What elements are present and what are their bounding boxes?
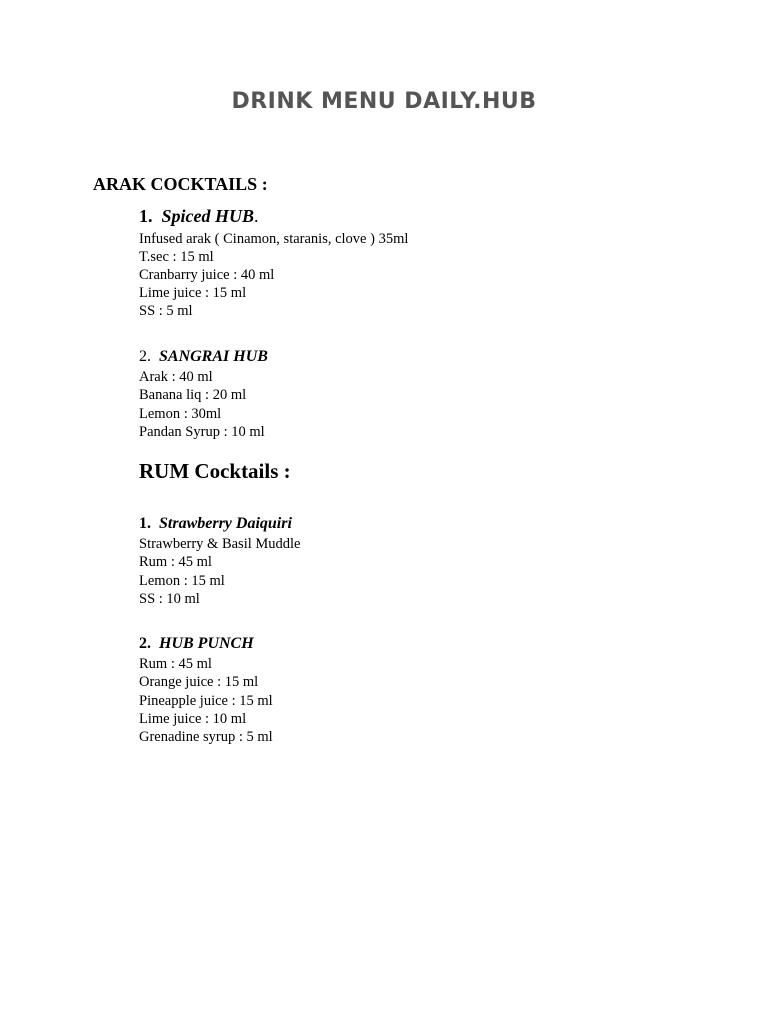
recipe-name: SANGRAI HUB [159,348,268,365]
ingredient-item: T.sec : 15 ml [139,248,214,265]
recipe-title [139,206,408,228]
recipe-name: Spiced HUB [161,206,254,226]
ingredient-item: Strawberry & Basil Muddle [139,536,301,553]
recipe-hub-punch [139,634,273,746]
section-heading-rum: RUM Cocktails : [139,459,291,483]
page-title: DRINK MENU DAILY.HUB [231,89,537,114]
ingredient-item: Pineapple juice : 15 ml [139,692,273,709]
recipe-spiced-hub [139,206,408,321]
ingredient-item: Pandan Syrup : 10 ml [139,423,265,440]
ingredient-item: Arak : 40 ml [139,369,213,386]
section-heading-arak: ARAK COCKTAILS : [93,174,268,194]
recipe-title [139,514,301,533]
recipe-number: 2. [139,348,151,365]
recipe-title [139,634,273,653]
recipe-number: 2. [139,635,151,652]
ingredient-list [139,655,273,746]
recipe-title [139,347,268,366]
ingredient-item: Lemon : 15 ml [139,572,225,589]
ingredient-list [139,368,268,441]
recipe-name: Strawberry Daiquiri [159,515,292,532]
ingredient-item: Rum : 45 ml [139,656,212,673]
ingredient-item: Lemon : 30ml [139,405,222,422]
ingredient-item: SS : 10 ml [139,590,200,607]
ingredient-item: Cranbarry juice : 40 ml [139,267,275,283]
recipe-name-suffix: . [254,206,259,226]
recipe-sangrai-hub [139,347,268,441]
recipe-number: 1. [139,206,153,226]
ingredient-item: Lime juice : 10 ml [139,710,247,727]
ingredient-item: Banana liq : 20 ml [139,387,247,404]
recipe-name: HUB PUNCH [159,635,254,652]
recipe-strawberry-daiquiri [139,514,301,608]
ingredient-item: Rum : 45 ml [139,554,212,571]
ingredient-list [139,230,408,321]
ingredient-item: Orange juice : 15 ml [139,674,259,691]
ingredient-item: Grenadine syrup : 5 ml [139,729,273,745]
ingredient-item: Lime juice : 15 ml [139,285,247,302]
ingredient-item: SS : 5 ml [139,303,193,320]
ingredient-list [139,535,301,608]
recipe-number: 1. [139,515,151,532]
ingredient-item: Infused arak ( Cinamon, staranis, clove ) 35ml [139,230,409,247]
